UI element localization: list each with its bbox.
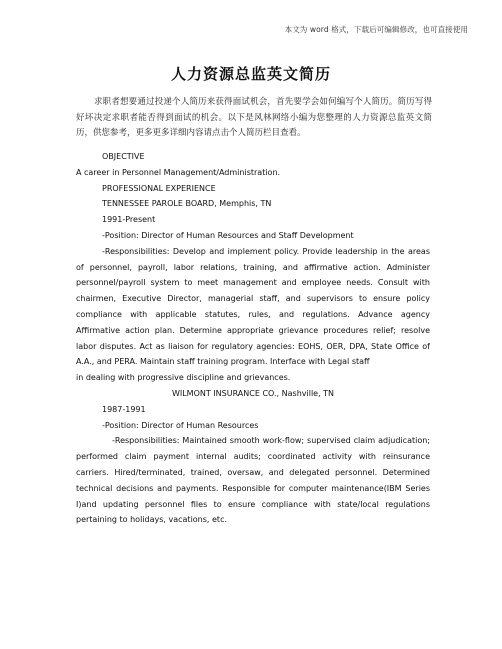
objective-text: A career in Personnel Management/Administration.	[76, 167, 281, 177]
job2-employer: WILMONT INSURANCE CO., Nashville, TN	[171, 388, 335, 398]
job2-position: -Position: Director of Human Resources	[102, 420, 259, 430]
header-note: 本文为 word 格式，下载后可编辑修改，也可直接使用	[284, 25, 468, 34]
job1-responsibilities: -Responsibilities: Develop and implement policy. Provide leadership in the areas of personnel, payroll, labor relations, training, and affirmative action. Administer personnel/payroll system to meet management and employee needs. Consult with chairmen, Executive Director, managerial staff, and supervisors to ensure policy compliance with applicable statutes, rules, and regulations. Advance agency Affirmative action plan. Determine appropriate grievance procedures relief; resolve labor disputes. Act as liaison for regulatory agencies: EOHS, OER, DPA, State Office of A.A., and PERA. Maintain staff training program. Interface with Legal staff	[76, 246, 430, 367]
job1-position: -Position: Director of Human Resources and Staff Development	[102, 230, 354, 240]
intro-paragraph: 求职者想要通过投递个人简历来获得面试机会，首先要学会如何编写个人简历。简历写得好坏决定求职者能否得到面试的机会。以下是风林网络小编为您整理的人力资源总监英文简历，供您参考，更多更多详细内容请点击个人简历栏目查看。	[76, 97, 432, 138]
experience-heading: PROFESSIONAL EXPERIENCE	[102, 183, 216, 193]
job1-dates: 1991-Present	[102, 215, 156, 225]
job2-responsibilities: -Responsibilities: Maintained smooth work-flow; supervised claim adjudication; performed claim payment internal audits; coordinated activity with reinsurance carriers. Hired/terminated, trained, oversaw, and delegated personnel. Determined technical decisions and payments. Responsible for computer maintenance(IBM Series I)and updating personnel files to ensure compliance with state/local regulations pertaining to holidays, vacations, etc.	[76, 436, 430, 525]
job1-employer: TENNESSEE PAROLE BOARD, Memphis, TN	[102, 199, 272, 209]
job2-dates: 1987-1991	[102, 404, 146, 414]
job1-responsibilities-tail: in dealing with progressive discipline and grievances.	[76, 373, 291, 383]
objective-heading: OBJECTIVE	[102, 152, 145, 161]
resume-body	[76, 149, 430, 528]
document-title: 人力资源总监英文简历	[170, 65, 331, 83]
